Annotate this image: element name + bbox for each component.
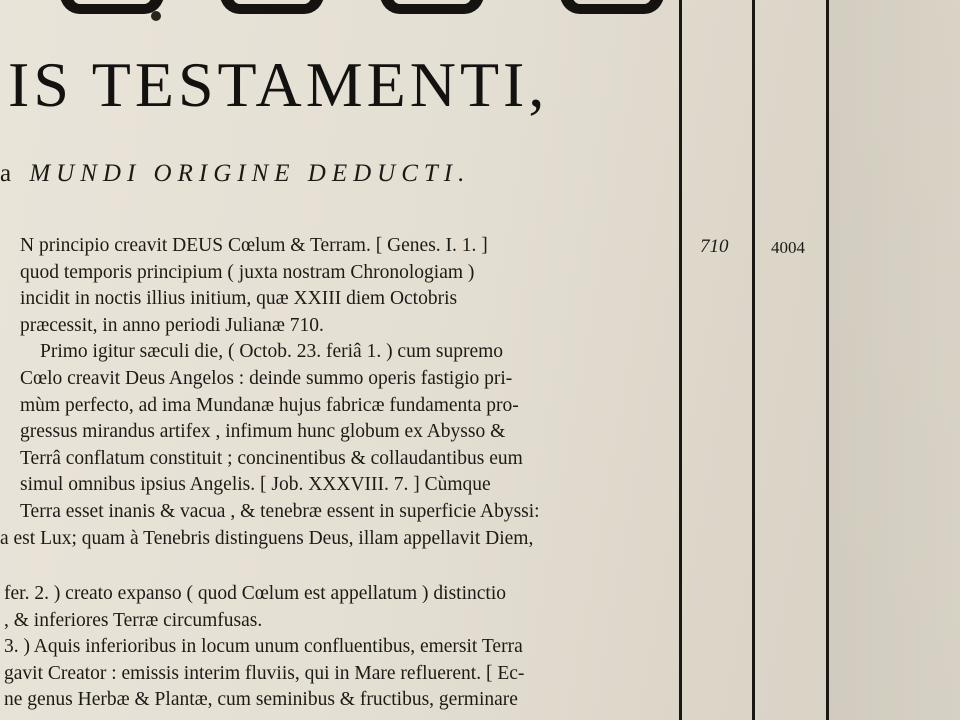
text-line: quod temporis principium ( juxta nostram Chronologiam ) <box>20 261 475 283</box>
text-line: simul omnibus ipsius Angelis. [ Job. XXXVIII. 7. ] Cùmque <box>20 474 491 496</box>
text-line: præcessit, in anno periodi Julianæ 710. <box>20 314 324 336</box>
column-rule-middle <box>752 0 755 720</box>
text-line: ne genus Herbæ & Plantæ, cum seminibus & fructibus, germinare <box>4 689 518 711</box>
text-line: fer. 2. ) creato expanso ( quod Cœlum est appellatum ) distinctio <box>4 583 507 604</box>
page-shadow <box>829 0 960 720</box>
margin-year-julian: 710 <box>700 236 729 257</box>
column-rule-left <box>679 0 682 720</box>
text-line: 3. ) Aquis inferioribus in locum unum confluentibus, emersit Terra <box>4 636 523 658</box>
text-line: N principio creavit DEUS Cœlum & Terram. [ Genes. I. 1. ] <box>20 235 488 256</box>
cropped-heading-fragment <box>20 0 680 6</box>
text-line: mùm perfecto, ad ima Mundanæ hujus fabricæ fundamenta pro- <box>20 394 519 416</box>
column-rule-right <box>826 0 829 720</box>
ink-dot <box>151 11 161 21</box>
page-title: IS TESTAMENTI, <box>8 49 549 120</box>
margin-year-world: 4004 <box>771 238 805 257</box>
text-line: gavit Creator : emissis interim fluviis, qui in Mare refluerent. [ Ec- <box>4 662 525 684</box>
text-line: Terrâ conflatum constituit ; concinentibus & collaudantibus eum <box>20 447 523 469</box>
text-line: Cœlo creavit Deus Angelos : deinde summo operis fastigio pri- <box>20 367 513 389</box>
text-line: gressus mirandus artifex , infimum hunc globum ex Abysso & <box>20 421 506 443</box>
page-subtitle: a MUNDI ORIGINE DEDUCTI. <box>0 160 471 187</box>
text-line: Primo igitur sæculi die, ( Octob. 23. feriâ 1. ) cum supremo <box>40 341 504 363</box>
text-line: Terra esset inanis & vacua , & tenebræ essent in superficie Abyssi: <box>20 500 540 522</box>
body-text <box>0 233 676 552</box>
lower-text <box>0 580 676 713</box>
text-line: , & inferiores Terræ circumfusas. <box>4 609 263 631</box>
text-line: a est Lux; quam à Tenebris distinguens Deus, illam appellavit Diem, <box>0 527 534 549</box>
text-line: incidit in noctis illius initium, quæ XXIII diem Octobris <box>20 288 458 310</box>
